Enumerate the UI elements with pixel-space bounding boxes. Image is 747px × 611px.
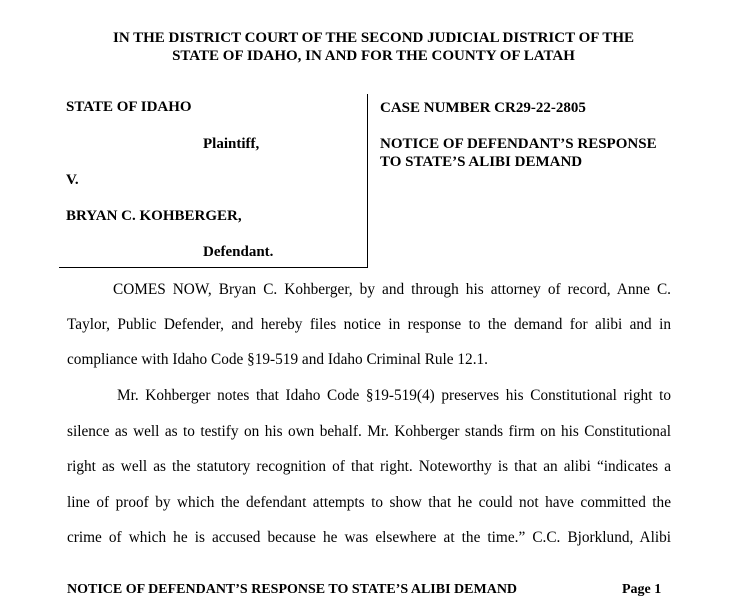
body-line: line of proof by which the defendant attempts to show that he could not have committed the <box>67 494 671 511</box>
court-header-line-1: IN THE DISTRICT COURT OF THE SECOND JUDICIAL DISTRICT OF THE <box>112 30 634 46</box>
body-line: COMES NOW, Bryan C. Kohberger, by and through his attorney of record, Anne C. <box>113 281 671 298</box>
body-line: Mr. Kohberger notes that Idaho Code §19-519(4) preserves his Constitutional right to <box>117 387 671 404</box>
plaintiff-name: STATE OF IDAHO <box>66 99 192 115</box>
court-header-line-2: STATE OF IDAHO, IN AND FOR THE COUNTY OF LATAH <box>172 48 575 64</box>
defendant-role: Defendant. <box>203 244 274 260</box>
body-line: right as well as the statutory recognition of that right. Noteworthy is that an alibi “indicates a <box>67 458 671 475</box>
body-line: silence as well as to testify on his own behalf. Mr. Kohberger stands firm on his Constitutional <box>67 423 671 440</box>
body-line: compliance with Idaho Code §19-519 and Idaho Criminal Rule 12.1. <box>67 351 489 368</box>
body-line: Taylor, Public Defender, and hereby files notice in response to the demand for alibi and in <box>67 316 671 333</box>
document-title-line-1: NOTICE OF DEFENDANT’S RESPONSE <box>380 136 657 152</box>
body-line: crime of which he is accused because he was elsewhere at the time.” C.C. Bjorklund, Alibi <box>67 529 671 546</box>
footer-page-number: Page 1 <box>622 582 662 597</box>
plaintiff-role: Plaintiff, <box>203 136 260 152</box>
case-number: CASE NUMBER CR29-22-2805 <box>380 100 586 116</box>
versus-label: V. <box>66 172 79 188</box>
case-caption-parties <box>59 94 368 268</box>
court-header <box>0 29 747 65</box>
footer-document-title: NOTICE OF DEFENDANT’S RESPONSE TO STATE’S ALIBI DEMAND <box>67 582 518 597</box>
defendant-name: BRYAN C. KOHBERGER, <box>66 208 242 224</box>
document-title-line-2: TO STATE’S ALIBI DEMAND <box>380 154 583 170</box>
